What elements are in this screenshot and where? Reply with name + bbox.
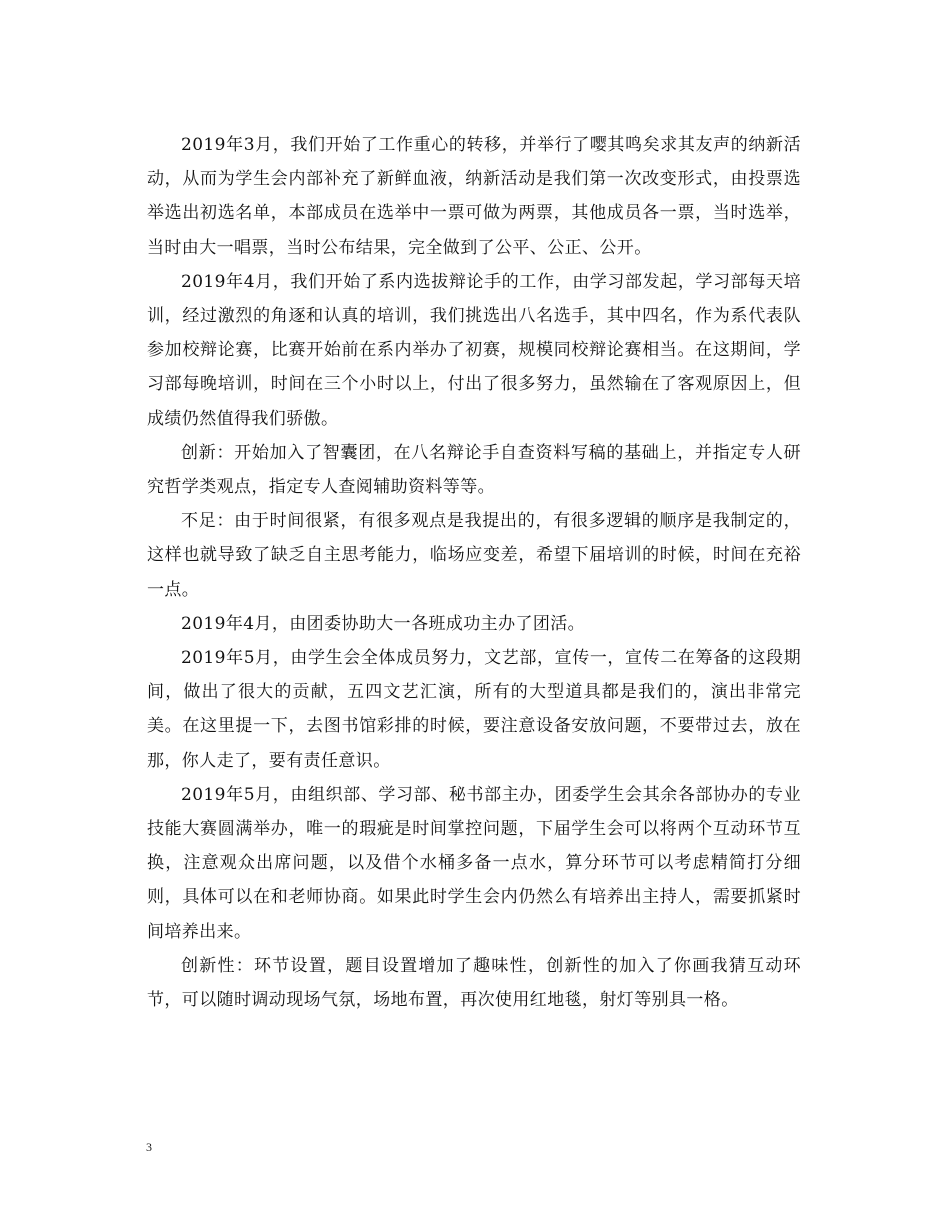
paragraph-debate-shortcoming: 不足：由于时间很紧，有很多观点是我提出的，有很多逻辑的顺序是我制定的，这样也就导致了缺乏自主思考能力，临场应变差，希望下届培训的时候，时间在充裕一点。 [147, 511, 801, 600]
paragraph-may-fourth-show: 2019年5月，由学生会全体成员努力，文艺部，宣传一，宣传二在筹备的这段期间，做出了很大的贡献，五四文艺汇演，所有的大型道具都是我们的，演出非常完美。在这里提一下，去图书馆彩排的时候，要注意设备安放问题，不要带过去，放在那，你人走了，要有责任意识。 [147, 648, 801, 771]
paragraph-contest-innovation: 创新性：环节设置，题目设置增加了趣味性，创新性的加入了你画我猜互动环节，可以随时调动现场气氛，场地布置，再次使用红地毯，射灯等别具一格。 [147, 955, 801, 1011]
paragraph-league-activity: 2019年4月，由团委协助大一各班成功主办了团活。 [181, 613, 586, 634]
paragraph-debate-selection: 2019年4月，我们开始了系内选拔辩论手的工作，由学习部发起，学习部每天培训，经过激烈的角逐和认真的培训，我们挑选出八名选手，其中四名，作为系代表队参加校辩论赛，比赛开始前在系内举办了初赛，规模同校辩论赛相当。在这期间，学习部每晚培训，时间在三个小时以上，付出了很多努力，虽然输在了客观原因上，但成绩仍然值得我们骄傲。 [147, 271, 801, 429]
paragraph-debate-innovation: 创新：开始加入了智囊团，在八名辩论手自查资料写稿的基础上，并指定专人研究哲学类观点，指定专人查阅辅助资料等等。 [147, 442, 801, 498]
document-body [147, 128, 801, 1017]
paragraph-skills-contest: 2019年5月，由组织部、学习部、秘书部主办，团委学生会其余各部协办的专业技能大赛圆满举办，唯一的瑕疵是时间掌控问题，下届学生会可以将两个互动环节互换，注意观众出席问题，以及借个水桶多备一点水，算分环节可以考虑精简打分细则，具体可以在和老师协商。如果此时学生会内仍然么有培养出主持人，需要抓紧时间培养出来。 [147, 784, 801, 942]
page-number: 3 [146, 1140, 152, 1154]
paragraph-recruitment: 2019年3月，我们开始了工作重心的转移，并举行了嘤其鸣矣求其友声的纳新活动，从而为学生会内部补充了新鲜血液，纳新活动是我们第一次改变形式，由投票选举选出初选名单，本部成员在选举中一票可做为两票，其他成员各一票，当时选举，当时由大一唱票，当时公布结果，完全做到了公平、公正、公开。 [147, 135, 801, 258]
